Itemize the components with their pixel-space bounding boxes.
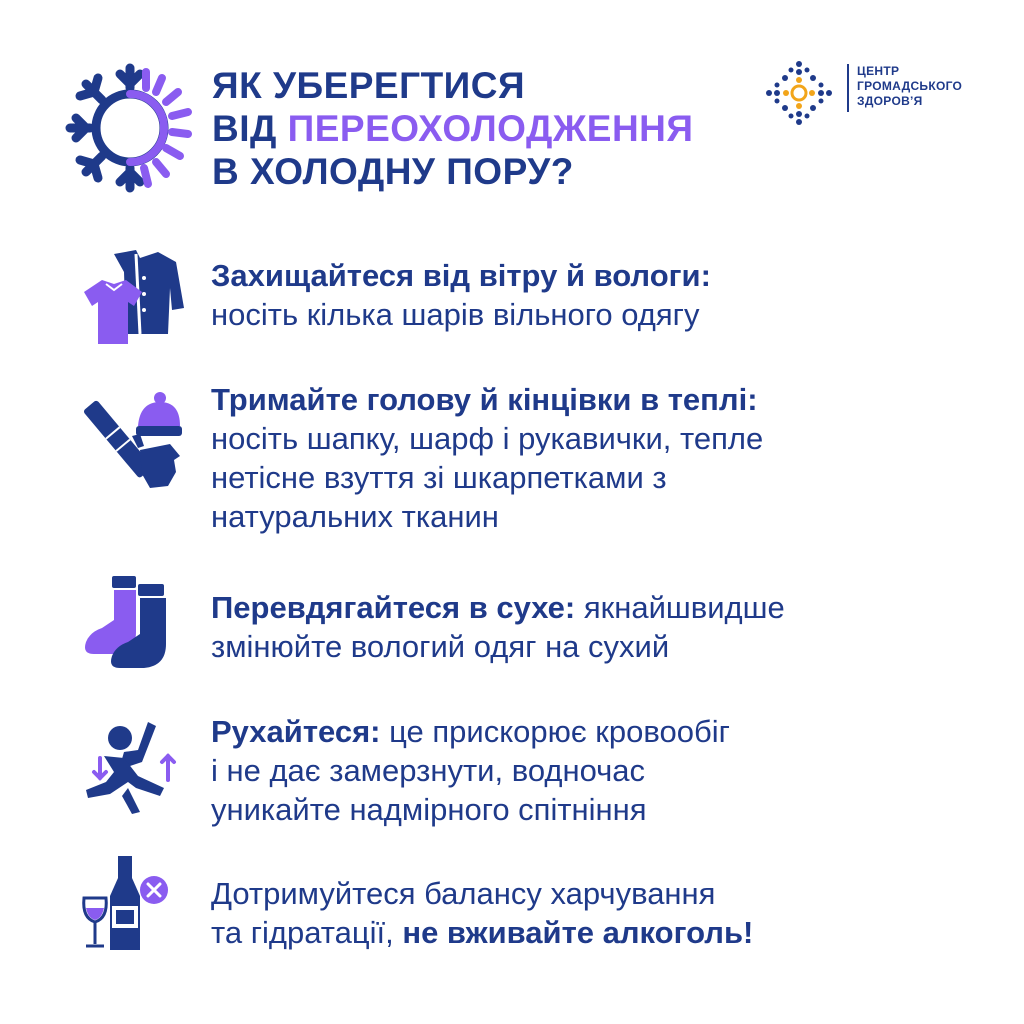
tip-2-text <box>211 380 991 536</box>
tip-3-text <box>211 588 991 666</box>
tip-5-line-1: Дотримуйтеся балансу харчування <box>211 876 716 911</box>
header <box>60 58 964 198</box>
clothes-icon <box>80 248 184 344</box>
logo-line-1: ЦЕНТР <box>857 64 900 78</box>
tip-2-line-1: носіть шапку, шарф і рукавички, тепле <box>211 421 764 456</box>
snowflake-sun-icon <box>60 58 200 198</box>
tip-3-bold: Перевдягайтеся в сухе: <box>211 590 576 625</box>
tip-2-line-2: нетісне взуття зі шкарпетками з <box>211 460 667 495</box>
tip-4-line-1: і не дає замерзнути, водночас <box>211 753 646 788</box>
no-alcohol-icon <box>80 856 184 960</box>
tip-2-bold: Тримайте голову й кінцівки в теплі: <box>211 382 758 417</box>
tip-5-text <box>211 874 991 952</box>
tip-5-line-2: та гідратації, <box>211 915 403 950</box>
exercise-icon <box>80 716 184 820</box>
tip-1-text <box>211 256 991 334</box>
socks-icon <box>80 576 184 672</box>
tip-3-rest: якнайшвидше <box>575 590 785 625</box>
title-line-1: ЯК УБЕРЕГТИСЯ <box>212 65 526 106</box>
tip-1-bold: Захищайтеся від вітру й вологи: <box>211 258 711 293</box>
title-accent-word: ПЕРЕОХОЛОДЖЕННЯ <box>287 108 694 149</box>
logo-divider <box>847 64 849 112</box>
logo-line-3: ЗДОРОВ’Я <box>857 94 923 108</box>
title-line-2-prefix: ВІД <box>212 108 288 149</box>
tip-3-line-1: змінюйте вологий одяг на сухий <box>211 629 670 664</box>
tip-4-rest: це прискорює кровообіг <box>380 714 730 749</box>
tip-4-line-2: уникайте надмірного спітніння <box>211 792 647 827</box>
page-title <box>212 64 694 193</box>
hat-scarf-gloves-icon <box>80 390 184 494</box>
tip-4-bold: Рухайтеся: <box>211 714 381 749</box>
title-line-3: В ХОЛОДНУ ПОРУ? <box>212 151 574 192</box>
tip-1-line-1: носіть кілька шарів вільного одягу <box>211 297 700 332</box>
tip-4-text <box>211 712 991 829</box>
title-line-2 <box>212 107 694 150</box>
logo-line-2: ГРОМАДСЬКОГО <box>857 79 963 93</box>
tip-5-bold: не вживайте алкоголь! <box>402 915 754 950</box>
logo-text <box>857 64 962 109</box>
tip-2-line-3: натуральних тканин <box>211 499 499 534</box>
